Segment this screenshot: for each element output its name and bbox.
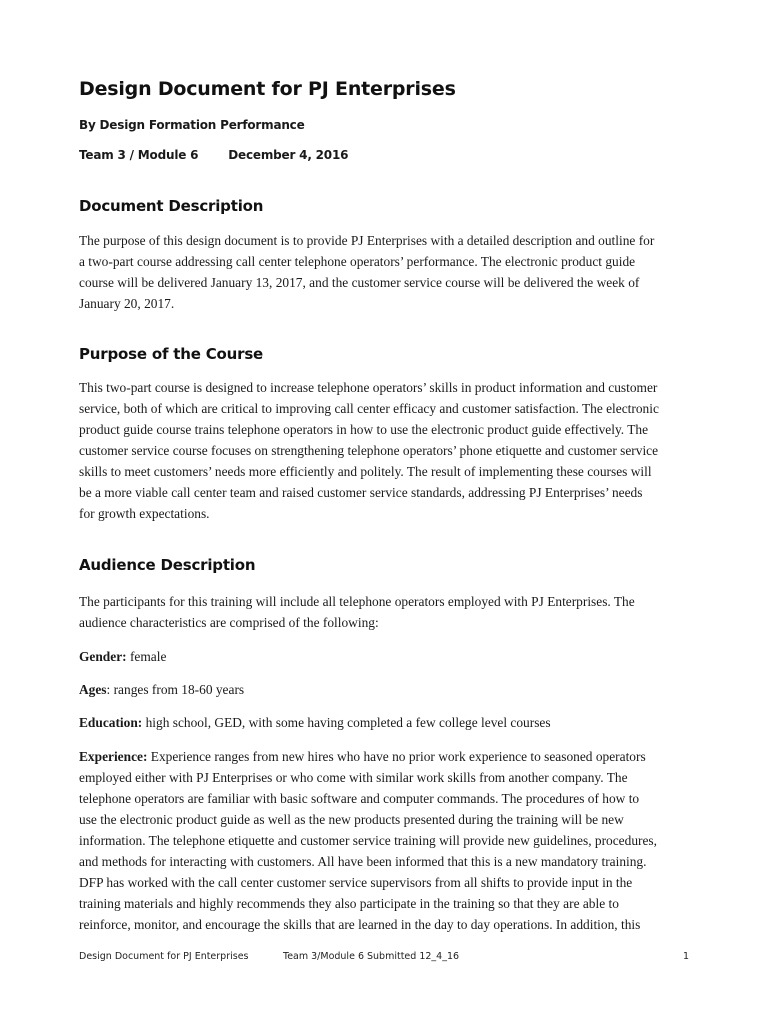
ages-label: Ages: [79, 682, 107, 697]
text-line: and methods for interacting with customers. All have been informed that this is a new mandatory training.: [79, 854, 647, 869]
experience-first-line: Experience ranges from new hires who have no prior work experience to seasoned operators: [147, 749, 646, 764]
document-title: Design Document for PJ Enterprises: [79, 78, 456, 100]
text-line: customer service course focuses on strengthening telephone operators’ phone etiquette and customer service: [79, 443, 659, 458]
document-date: December 4, 2016: [228, 148, 349, 162]
text-line: DFP has worked with the call center customer service supervisors from all shifts to provide input in the: [79, 875, 633, 890]
footer-page-number: 1: [682, 951, 689, 962]
text-line: This two-part course is designed to increase telephone operators’ skills in product information and customer: [79, 380, 658, 395]
text-line: product guide course trains telephone operators in how to use the electronic product guide effectively. The: [79, 422, 649, 437]
footer-document-title: Design Document for PJ Enterprises: [79, 951, 249, 962]
audience-intro-paragraph: [79, 591, 689, 633]
text-line: The participants for this training will include all telephone operators employed with PJ Enterprises. The: [79, 594, 635, 609]
team-date-line: [79, 148, 348, 162]
page-footer: [79, 951, 689, 965]
text-line: training materials and highly recommends they also participate in the training so that they are able to: [79, 896, 619, 911]
text-line: for growth expectations.: [79, 506, 210, 521]
ages-field: [79, 679, 244, 700]
description-paragraph: [79, 230, 689, 314]
text-line: course will be delivered January 13, 2017, and the customer service course will be delivered the week of: [79, 275, 640, 290]
text-line: employed either with PJ Enterprises or who come with similar work skills from another company. The: [79, 770, 628, 785]
text-line: be a more viable call center team and raised customer service standards, addressing PJ Enterprises’ needs: [79, 485, 643, 500]
heading-audience-description: Audience Description: [79, 556, 256, 574]
text-line: [79, 746, 689, 767]
text-line: information. The telephone etiquette and customer service training will provide new guidelines, procedures,: [79, 833, 657, 848]
ages-value: : ranges from 18-60 years: [106, 682, 245, 697]
education-value: high school, GED, with some having completed a few college level courses: [142, 715, 551, 730]
gender-field: [79, 646, 166, 667]
text-line: a two-part course addressing call center telephone operators’ performance. The electronic product guide: [79, 254, 636, 269]
purpose-paragraph: [79, 377, 689, 524]
heading-purpose-of-course: Purpose of the Course: [79, 345, 264, 363]
text-line: telephone operators are familiar with basic software and computer commands. The procedures of how to: [79, 791, 640, 806]
text-line: The purpose of this design document is to provide PJ Enterprises with a detailed description and outline for: [79, 233, 655, 248]
text-line: use the electronic product guide as well as the new products presented during the training will be new: [79, 812, 624, 827]
text-line: skills to meet customers’ needs more efficiently and politely. The result of implementing these courses will: [79, 464, 652, 479]
text-line: January 20, 2017.: [79, 296, 175, 311]
education-field: [79, 712, 551, 733]
team-module: Team 3 / Module 6: [79, 148, 199, 162]
experience-label: Experience:: [79, 749, 148, 764]
gender-value: female: [126, 649, 167, 664]
footer-submission: Team 3/Module 6 Submitted 12_4_16: [283, 951, 460, 962]
text-line: audience characteristics are comprised of the following:: [79, 615, 379, 630]
gender-label: Gender:: [79, 649, 127, 664]
experience-paragraph: [79, 746, 689, 935]
text-line: service, both of which are critical to improving call center efficacy and customer satisfaction. The electronic: [79, 401, 659, 416]
heading-document-description: Document Description: [79, 197, 264, 215]
education-label: Education:: [79, 715, 143, 730]
document-byline: By Design Formation Performance: [79, 118, 305, 132]
text-line: reinforce, monitor, and encourage the skills that are learned in the day to day operations. In addition, this: [79, 917, 641, 932]
